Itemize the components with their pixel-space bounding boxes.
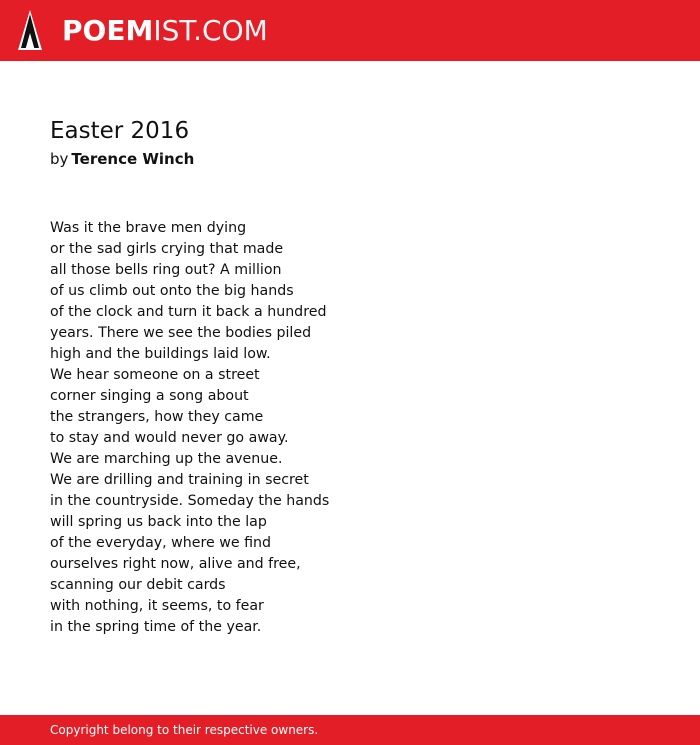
poem-line: all those bells ring out? A million: [50, 262, 282, 278]
poem-line: We hear someone on a street: [50, 367, 260, 383]
poem-body: [50, 218, 329, 638]
poem-line: in the spring time of the year.: [50, 619, 262, 635]
poem-line: years. There we see the bodies piled: [50, 325, 312, 341]
poem-line: high and the buildings laid low.: [50, 346, 271, 362]
logo-text-light: IST.COM: [153, 14, 268, 47]
copyright-text: Copyright belong to their respective owners.: [50, 723, 319, 737]
poem-line: with nothing, it seems, to fear: [50, 598, 264, 614]
poem-line: of the clock and turn it back a hundred: [50, 304, 327, 320]
poem-line: or the sad girls crying that made: [50, 241, 284, 257]
logo-text-bold: POEM: [62, 14, 154, 47]
site-logo-link[interactable]: [18, 10, 268, 52]
author-link[interactable]: Terence Winch: [71, 150, 195, 168]
poem-line: Was it the brave men dying: [50, 220, 247, 236]
poem-line: of us climb out onto the big hands: [50, 283, 294, 299]
poem-line: will spring us back into the lap: [50, 514, 267, 530]
poem-line: corner singing a song about: [50, 388, 249, 404]
logo-text: [62, 10, 268, 52]
poem-line: the strangers, how they came: [50, 409, 264, 425]
poem-line: in the countryside. Someday the hands: [50, 493, 330, 509]
poem-line: to stay and would never go away.: [50, 430, 289, 446]
poem-title: Easter 2016: [50, 118, 190, 144]
poem-byline: [50, 149, 194, 169]
by-label: by: [50, 150, 69, 168]
poem-line: of the everyday, where we find: [50, 535, 272, 551]
poem-line: We are marching up the avenue.: [50, 451, 283, 467]
poem-line: We are drilling and training in secret: [50, 472, 309, 488]
poem-line: ourselves right now, alive and free,: [50, 556, 301, 572]
pencil-icon: [18, 10, 42, 52]
poem-line: scanning our debit cards: [50, 577, 226, 593]
site-header: [0, 0, 700, 61]
site-footer: [0, 715, 700, 745]
